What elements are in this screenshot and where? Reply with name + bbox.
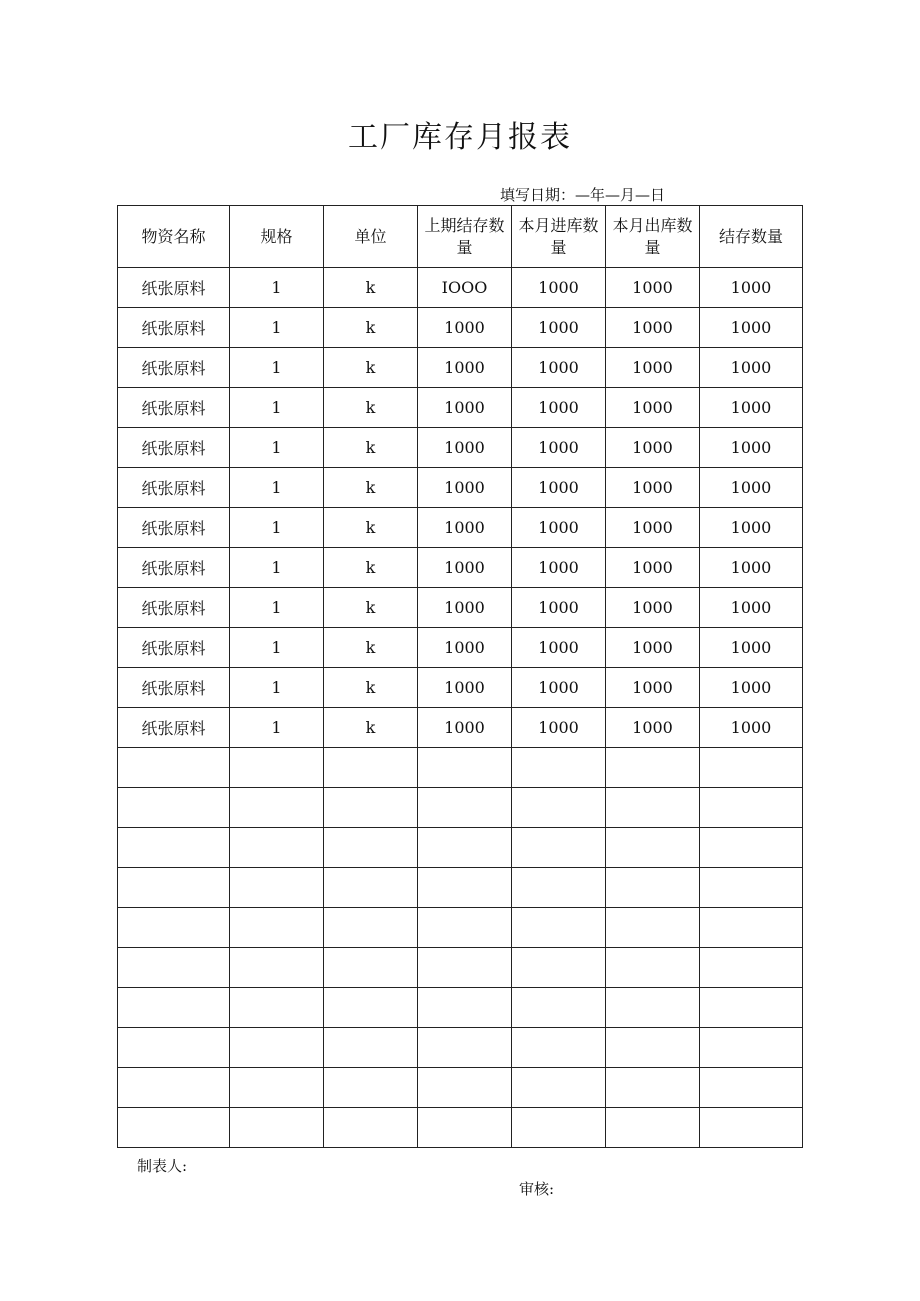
cell-previous-balance — [418, 1108, 512, 1148]
cell-balance: 1000 — [700, 468, 803, 508]
cell-monthly-outbound: 1000 — [606, 468, 700, 508]
cell-monthly-inbound — [512, 1068, 606, 1108]
table-row — [118, 428, 803, 468]
cell-balance — [700, 788, 803, 828]
cell-monthly-outbound: 1000 — [606, 548, 700, 588]
cell-monthly-outbound: 1000 — [606, 668, 700, 708]
cell-monthly-outbound: 1000 — [606, 588, 700, 628]
cell-balance: 1000 — [700, 428, 803, 468]
cell-spec — [230, 868, 324, 908]
cell-unit: k — [324, 628, 418, 668]
cell-spec: 1 — [230, 308, 324, 348]
cell-balance: 1000 — [700, 508, 803, 548]
cell-material-name — [118, 868, 230, 908]
cell-previous-balance — [418, 748, 512, 788]
cell-material-name: 纸张原料 — [118, 428, 230, 468]
header-spec: 规格 — [230, 206, 324, 268]
header-previous-balance: 上期结存数量 — [418, 206, 512, 268]
cell-spec: 1 — [230, 588, 324, 628]
cell-monthly-outbound: 1000 — [606, 708, 700, 748]
table-row — [118, 268, 803, 308]
cell-material-name — [118, 1068, 230, 1108]
inventory-table — [117, 205, 803, 1148]
maker-label: 制表人: — [137, 1157, 188, 1175]
cell-balance — [700, 988, 803, 1028]
cell-unit: k — [324, 348, 418, 388]
cell-unit: k — [324, 708, 418, 748]
cell-spec: 1 — [230, 388, 324, 428]
table-row — [118, 588, 803, 628]
cell-balance — [700, 908, 803, 948]
cell-balance — [700, 1028, 803, 1068]
cell-monthly-inbound: 1000 — [512, 308, 606, 348]
cell-material-name: 纸张原料 — [118, 588, 230, 628]
table-row — [118, 1108, 803, 1148]
cell-previous-balance — [418, 868, 512, 908]
table-row — [118, 668, 803, 708]
cell-previous-balance — [418, 908, 512, 948]
cell-monthly-inbound: 1000 — [512, 548, 606, 588]
header-unit: 单位 — [324, 206, 418, 268]
cell-unit: k — [324, 468, 418, 508]
cell-spec: 1 — [230, 668, 324, 708]
cell-monthly-outbound: 1000 — [606, 508, 700, 548]
cell-balance: 1000 — [700, 548, 803, 588]
cell-spec — [230, 748, 324, 788]
cell-balance: 1000 — [700, 348, 803, 388]
cell-unit: k — [324, 428, 418, 468]
cell-monthly-outbound — [606, 908, 700, 948]
cell-previous-balance: 1000 — [418, 308, 512, 348]
cell-material-name — [118, 788, 230, 828]
cell-balance: 1000 — [700, 628, 803, 668]
cell-previous-balance: 1000 — [418, 428, 512, 468]
cell-unit — [324, 1108, 418, 1148]
table-row — [118, 828, 803, 868]
cell-material-name — [118, 908, 230, 948]
cell-monthly-inbound: 1000 — [512, 268, 606, 308]
cell-monthly-inbound — [512, 988, 606, 1028]
cell-monthly-inbound — [512, 748, 606, 788]
cell-monthly-outbound — [606, 868, 700, 908]
cell-unit: k — [324, 268, 418, 308]
cell-previous-balance: 1000 — [418, 468, 512, 508]
cell-unit — [324, 788, 418, 828]
cell-previous-balance: 1000 — [418, 708, 512, 748]
cell-spec: 1 — [230, 468, 324, 508]
header-monthly-inbound: 本月进库数量 — [512, 206, 606, 268]
cell-balance — [700, 828, 803, 868]
cell-material-name: 纸张原料 — [118, 668, 230, 708]
cell-spec: 1 — [230, 628, 324, 668]
cell-monthly-inbound: 1000 — [512, 388, 606, 428]
cell-monthly-inbound: 1000 — [512, 468, 606, 508]
cell-monthly-outbound: 1000 — [606, 628, 700, 668]
cell-previous-balance: 1000 — [418, 388, 512, 428]
cell-monthly-outbound: 1000 — [606, 388, 700, 428]
cell-spec — [230, 1068, 324, 1108]
cell-monthly-inbound: 1000 — [512, 508, 606, 548]
cell-material-name: 纸张原料 — [118, 628, 230, 668]
cell-material-name: 纸张原料 — [118, 548, 230, 588]
cell-balance: 1000 — [700, 668, 803, 708]
cell-monthly-outbound — [606, 828, 700, 868]
cell-monthly-outbound: 1000 — [606, 428, 700, 468]
cell-monthly-outbound — [606, 948, 700, 988]
cell-previous-balance: IOOO — [418, 268, 512, 308]
cell-spec — [230, 1108, 324, 1148]
cell-material-name: 纸张原料 — [118, 348, 230, 388]
table-row — [118, 1028, 803, 1068]
table-row — [118, 308, 803, 348]
cell-unit: k — [324, 668, 418, 708]
table-row — [118, 708, 803, 748]
cell-previous-balance — [418, 828, 512, 868]
cell-material-name: 纸张原料 — [118, 508, 230, 548]
cell-material-name — [118, 1028, 230, 1068]
cell-previous-balance: 1000 — [418, 348, 512, 388]
cell-balance: 1000 — [700, 308, 803, 348]
table-header-row — [118, 206, 803, 268]
cell-unit — [324, 828, 418, 868]
cell-monthly-inbound — [512, 828, 606, 868]
cell-spec — [230, 828, 324, 868]
cell-unit: k — [324, 588, 418, 628]
table-row — [118, 388, 803, 428]
cell-monthly-inbound: 1000 — [512, 708, 606, 748]
cell-monthly-inbound — [512, 908, 606, 948]
table-row — [118, 348, 803, 388]
cell-spec: 1 — [230, 508, 324, 548]
cell-previous-balance: 1000 — [418, 628, 512, 668]
cell-previous-balance — [418, 988, 512, 1028]
cell-spec — [230, 948, 324, 988]
cell-unit: k — [324, 388, 418, 428]
cell-material-name — [118, 748, 230, 788]
table-row — [118, 508, 803, 548]
cell-monthly-inbound: 1000 — [512, 348, 606, 388]
cell-unit — [324, 988, 418, 1028]
header-material-name: 物资名称 — [118, 206, 230, 268]
cell-balance — [700, 1108, 803, 1148]
cell-previous-balance — [418, 1068, 512, 1108]
cell-monthly-inbound — [512, 788, 606, 828]
cell-balance: 1000 — [700, 588, 803, 628]
header-monthly-outbound: 本月出库数量 — [606, 206, 700, 268]
cell-material-name: 纸张原料 — [118, 268, 230, 308]
cell-material-name — [118, 948, 230, 988]
cell-balance: 1000 — [700, 268, 803, 308]
cell-spec: 1 — [230, 548, 324, 588]
table-row — [118, 988, 803, 1028]
cell-monthly-inbound — [512, 1108, 606, 1148]
cell-previous-balance: 1000 — [418, 508, 512, 548]
table-row — [118, 788, 803, 828]
header-balance: 结存数量 — [700, 206, 803, 268]
cell-monthly-outbound: 1000 — [606, 268, 700, 308]
cell-monthly-inbound: 1000 — [512, 628, 606, 668]
cell-unit: k — [324, 308, 418, 348]
cell-balance: 1000 — [700, 708, 803, 748]
cell-balance — [700, 868, 803, 908]
table-row — [118, 628, 803, 668]
cell-unit: k — [324, 508, 418, 548]
cell-monthly-outbound — [606, 1068, 700, 1108]
cell-unit: k — [324, 548, 418, 588]
cell-material-name: 纸张原料 — [118, 708, 230, 748]
cell-spec: 1 — [230, 428, 324, 468]
cell-material-name — [118, 988, 230, 1028]
cell-unit — [324, 1028, 418, 1068]
fill-date-label: 填写日期：—年—月—日 — [500, 186, 666, 204]
table-row — [118, 748, 803, 788]
cell-balance: 1000 — [700, 388, 803, 428]
cell-previous-balance: 1000 — [418, 588, 512, 628]
cell-monthly-outbound: 1000 — [606, 308, 700, 348]
cell-monthly-outbound — [606, 788, 700, 828]
cell-balance — [700, 948, 803, 988]
cell-monthly-outbound — [606, 1108, 700, 1148]
table-row — [118, 868, 803, 908]
cell-previous-balance — [418, 788, 512, 828]
cell-material-name — [118, 828, 230, 868]
table-row — [118, 948, 803, 988]
cell-monthly-inbound: 1000 — [512, 668, 606, 708]
cell-spec: 1 — [230, 268, 324, 308]
cell-balance — [700, 1068, 803, 1108]
cell-balance — [700, 748, 803, 788]
cell-monthly-outbound — [606, 748, 700, 788]
cell-spec — [230, 1028, 324, 1068]
cell-monthly-outbound — [606, 988, 700, 1028]
cell-monthly-inbound — [512, 948, 606, 988]
page-title: 工厂库存月报表 — [348, 120, 572, 155]
cell-unit — [324, 1068, 418, 1108]
cell-monthly-outbound — [606, 1028, 700, 1068]
cell-monthly-inbound — [512, 1028, 606, 1068]
cell-material-name: 纸张原料 — [118, 308, 230, 348]
cell-unit — [324, 748, 418, 788]
cell-spec: 1 — [230, 348, 324, 388]
cell-unit — [324, 948, 418, 988]
cell-monthly-outbound: 1000 — [606, 348, 700, 388]
cell-spec — [230, 908, 324, 948]
cell-previous-balance: 1000 — [418, 668, 512, 708]
cell-monthly-inbound: 1000 — [512, 428, 606, 468]
cell-previous-balance — [418, 1028, 512, 1068]
cell-unit — [324, 908, 418, 948]
cell-material-name: 纸张原料 — [118, 468, 230, 508]
cell-unit — [324, 868, 418, 908]
auditor-label: 审核: — [519, 1180, 555, 1198]
table-row — [118, 548, 803, 588]
cell-spec — [230, 988, 324, 1028]
cell-material-name — [118, 1108, 230, 1148]
cell-previous-balance: 1000 — [418, 548, 512, 588]
cell-monthly-inbound: 1000 — [512, 588, 606, 628]
table-row — [118, 1068, 803, 1108]
table-row — [118, 908, 803, 948]
cell-spec: 1 — [230, 708, 324, 748]
cell-monthly-inbound — [512, 868, 606, 908]
cell-previous-balance — [418, 948, 512, 988]
cell-spec — [230, 788, 324, 828]
table-row — [118, 468, 803, 508]
cell-material-name: 纸张原料 — [118, 388, 230, 428]
